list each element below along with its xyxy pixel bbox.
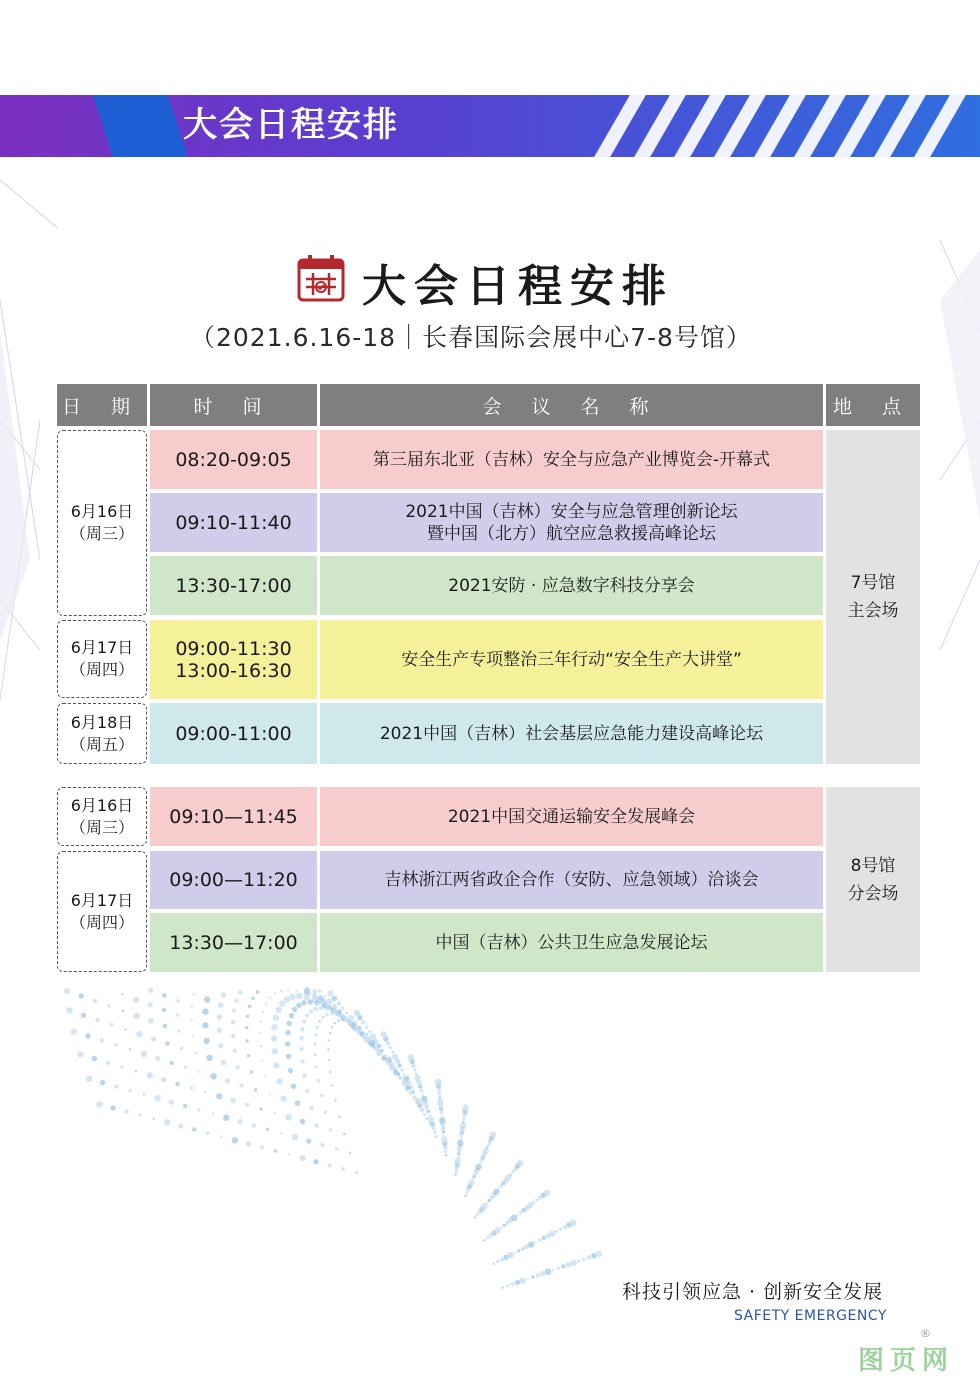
date-weekday: （周四） [69, 912, 134, 932]
time-range: 09:00—11:20 [169, 869, 298, 891]
banner-title: 大会日程安排 [183, 105, 399, 145]
meeting-title: 中国（吉林）公共卫生应急发展论坛 [435, 932, 708, 953]
slogan: 科技引领应急 · 创新安全发展 [622, 1281, 884, 1303]
date-day: 6月17日 [70, 890, 134, 910]
date-cell [57, 851, 147, 972]
watermark-logo: 图页网 [858, 1346, 955, 1376]
meeting-title: 吉林浙江两省政企合作（安防、应急领域）洽谈会 [384, 870, 759, 890]
session-name [320, 556, 823, 615]
meeting-title: 2021安防 · 应急数字科技分享会 [448, 575, 695, 596]
location-venue: 主会场 [847, 601, 899, 621]
time-range: 09:00-11:00 [175, 722, 292, 745]
session-time [150, 787, 317, 846]
header-date: 日 期 [57, 384, 147, 426]
session-name [320, 851, 823, 909]
session-time [150, 430, 317, 489]
location-cell [826, 430, 920, 764]
date-cell [57, 703, 147, 764]
session-name [320, 430, 823, 489]
meeting-title: 安全生产专项整治三年行动“安全生产大讲堂” [401, 649, 742, 670]
time-range-2: 13:00-16:30 [175, 659, 292, 682]
session-time [150, 913, 317, 972]
meeting-title: 2021中国（吉林）社会基层应急能力建设高峰论坛 [379, 723, 764, 744]
date-weekday: （周五） [69, 734, 134, 754]
slogan-english: SAFETY EMERGENCY [734, 1308, 887, 1324]
header-place: 地 点 [826, 384, 920, 426]
meeting-title-line2: 暨中国（北方）航空应急救援高峰论坛 [427, 523, 716, 544]
time-range: 13:30—17:00 [169, 931, 298, 954]
time-range: 09:00-11:30 [175, 637, 292, 660]
time-range: 08:20-09:05 [175, 448, 292, 471]
meeting-title: 第三届东北亚（吉林）安全与应急产业博览会-开幕式 [372, 449, 771, 470]
session-name [320, 620, 823, 699]
header-time: 时 间 [150, 384, 317, 426]
session-name [320, 787, 823, 846]
date-day: 6月16日 [70, 795, 134, 815]
meeting-title: 2021中国交通运输安全发展峰会 [447, 806, 696, 827]
banner-bar [0, 95, 980, 157]
date-cell [57, 620, 147, 698]
session-time [150, 620, 317, 699]
location-hall: 7号馆 [850, 573, 896, 593]
header-meeting-name: 会 议 名 称 [320, 384, 823, 426]
session-name [320, 703, 823, 764]
session-time [150, 703, 317, 764]
session-time [150, 556, 317, 615]
page-subtitle: （2021.6.16-18｜长春国际会展中心7-8号馆） [190, 323, 752, 352]
time-range: 13:30-17:00 [175, 574, 292, 597]
calendar-icon [296, 253, 346, 303]
date-weekday: （周四） [69, 660, 134, 679]
location-hall: 8号馆 [850, 855, 896, 876]
date-cell [57, 430, 147, 616]
meeting-title: 2021中国（吉林）安全与应急管理创新论坛 [405, 501, 738, 522]
time-range: 09:10-11:40 [175, 511, 292, 534]
banner-stripe [914, 95, 966, 157]
date-day: 6月18日 [70, 712, 134, 732]
time-range: 09:10—11:45 [169, 805, 298, 828]
registered-mark: ® [920, 1327, 931, 1340]
session-name [320, 493, 823, 552]
location-venue: 分会场 [847, 883, 899, 904]
date-day: 6月16日 [70, 502, 134, 521]
session-name [320, 913, 823, 972]
date-cell [57, 787, 147, 846]
page-title: 大会日程安排 [362, 261, 674, 312]
session-time [150, 493, 317, 552]
session-time [150, 851, 317, 909]
location-cell [826, 787, 920, 972]
date-day: 6月17日 [70, 638, 134, 657]
date-weekday: （周三） [69, 817, 134, 837]
banner-slant [92, 95, 190, 157]
date-weekday: （周三） [69, 524, 134, 543]
